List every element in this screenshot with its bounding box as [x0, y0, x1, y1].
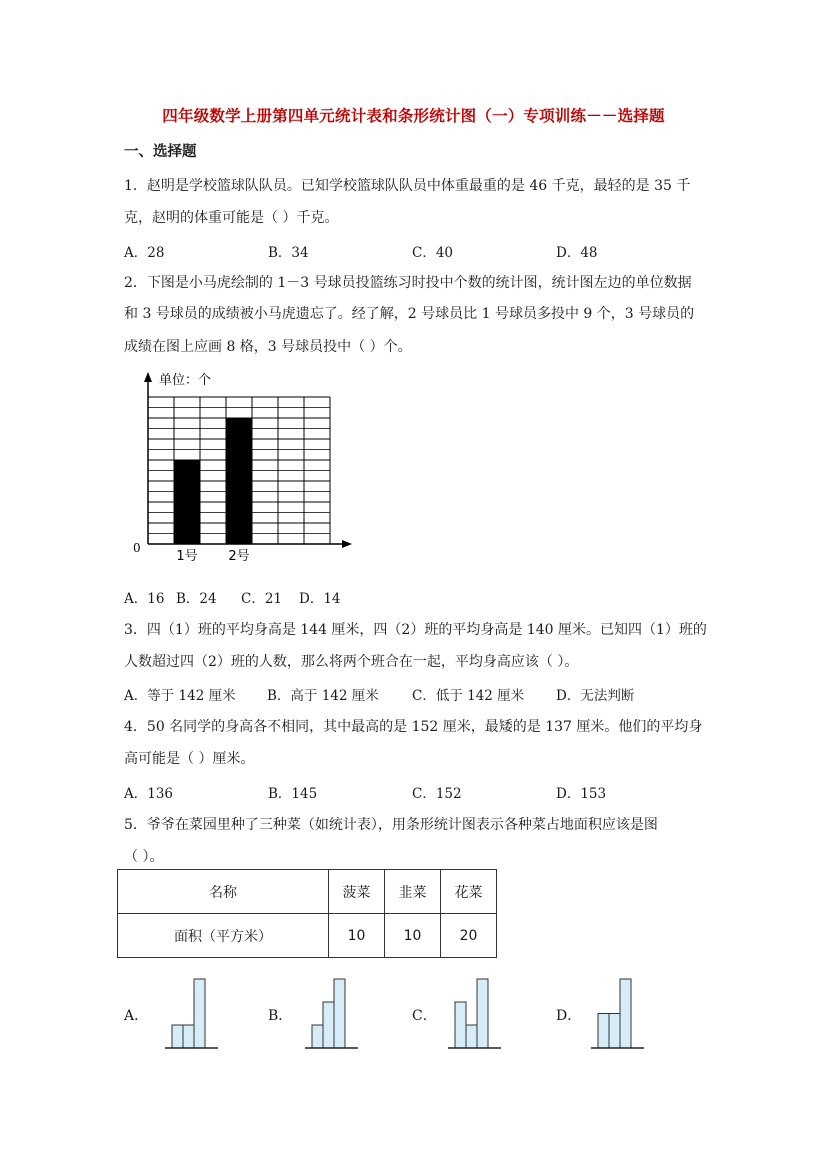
- q3-line1: 3．四（1）班的平均身高是 144 厘米，四（2）班的平均身高是 140 厘米。已知四（1）班的: [124, 622, 707, 638]
- mini-chart-bar: [455, 1002, 466, 1048]
- q5-data-table: [117, 869, 497, 958]
- page-title: 四年级数学上册第四单元统计表和条形统计图（一）专项训练－－选择题: [162, 106, 665, 125]
- mini-chart-bar: [334, 979, 345, 1048]
- q1-option-d[interactable]: D．48: [556, 245, 598, 261]
- q1-option-a[interactable]: A．28: [124, 245, 165, 261]
- q3-options: [124, 684, 724, 704]
- mini-chart-bar: [183, 1025, 194, 1048]
- mini-chart-bar: [477, 979, 488, 1048]
- q5-choice-c-chart[interactable]: [447, 975, 503, 1051]
- q3-option-d[interactable]: D．无法判断: [556, 688, 635, 704]
- q4-line1: 4．50 名同学的身高各不相同，其中最高的是 152 厘米，最矮的是 137 厘米。他们的平均身: [124, 719, 703, 735]
- q4-option-d[interactable]: D．153: [556, 786, 607, 802]
- chart-x-labels: [176, 549, 249, 564]
- q2-line2: 和 3 号球员的成绩被小马虎遗忘了。经了解，2 号球员比 1 号球员多投中 9 个，3 号球员的: [124, 306, 695, 322]
- q5-choice-b-label[interactable]: B．: [268, 1008, 293, 1024]
- q1-line2: 克，赵明的体重可能是（ ）千克。: [124, 210, 339, 226]
- q1-options: [124, 241, 724, 261]
- q4-option-a[interactable]: A．136: [124, 786, 174, 802]
- y-axis: [144, 372, 152, 544]
- q2-line1: 2．下图是小马虎绘制的 1－3 号球员投篮练习时投中个数的统计图，统计图左边的单位数据: [124, 275, 692, 291]
- q4-line2: 高可能是（ ）厘米。: [124, 751, 255, 767]
- q2-line3: 成绩在图上应画 8 格，3 号球员投中（ ）个。: [124, 339, 412, 355]
- q2-option-b[interactable]: B．24: [176, 591, 217, 607]
- q5-choice-c-label[interactable]: C．: [412, 1008, 437, 1024]
- table-header-cell: 韭菜: [385, 870, 441, 914]
- q1-line1: 1．赵明是学校篮球队队员。已知学校篮球队队员中体重最重的是 46 千克，最轻的是 35 千: [124, 178, 691, 194]
- mini-chart-bar: [194, 979, 205, 1048]
- y-axis-arrow-icon: [144, 372, 152, 382]
- mini-chart-bar: [620, 979, 631, 1048]
- mini-chart-bar: [598, 1014, 609, 1049]
- q2-bar-chart: [128, 364, 358, 566]
- mini-chart-bar: [609, 1014, 620, 1049]
- table-row: [118, 914, 497, 958]
- x-axis-arrow-icon: [342, 540, 352, 548]
- q5-choice-b-chart[interactable]: [304, 975, 360, 1051]
- q1-option-c[interactable]: C．40: [412, 245, 454, 261]
- q4-option-b[interactable]: B．145: [268, 786, 318, 802]
- table-row-label: 面积（平方米）: [118, 914, 329, 958]
- q5-choice-d-chart[interactable]: [590, 975, 646, 1051]
- q3-line2: 人数超过四（2）班的人数，那么将两个班合在一起，平均身高应该（ ）。: [124, 654, 579, 670]
- chart-x-tick-label: 1号: [176, 549, 198, 564]
- table-header-cell: 菠菜: [329, 870, 385, 914]
- q4-options: [124, 782, 724, 802]
- table-header-cell: 花菜: [441, 870, 497, 914]
- q3-option-c[interactable]: C．低于 142 厘米: [412, 688, 525, 704]
- table-cell: 20: [441, 914, 497, 958]
- table-row: [118, 870, 497, 914]
- table-cell: 10: [385, 914, 441, 958]
- mini-chart-bar: [466, 1025, 477, 1048]
- q2-option-a[interactable]: A．16: [124, 591, 165, 607]
- section-heading: 一、选择题: [124, 143, 197, 160]
- q1-option-b[interactable]: B．34: [268, 245, 309, 261]
- q4-option-c[interactable]: C．152: [412, 786, 462, 802]
- q5-line1: 5．爷爷在菜园里种了三种菜（如统计表），用条形统计图表示各种菜占地面积应该是图: [124, 817, 658, 833]
- chart-bar: [174, 460, 200, 544]
- table-cell: 10: [329, 914, 385, 958]
- q2-options: [124, 587, 524, 607]
- chart-x-tick-label: 2号: [228, 549, 250, 564]
- mini-chart-bar: [323, 1002, 334, 1048]
- chart-y-unit: 单位：个: [159, 373, 212, 388]
- q5-choice-a-label[interactable]: A．: [124, 1008, 149, 1024]
- mini-chart-bar: [312, 1025, 323, 1048]
- table-header-cell: 名称: [118, 870, 329, 914]
- chart-origin-label: 0: [133, 541, 141, 555]
- q2-option-c[interactable]: C．21: [241, 591, 283, 607]
- q3-option-a[interactable]: A．等于 142 厘米: [124, 688, 236, 704]
- chart-bar: [226, 418, 252, 544]
- q5-choice-a-chart[interactable]: [164, 975, 220, 1051]
- mini-chart-bar: [172, 1025, 183, 1048]
- q5-line2: （ ）。: [124, 849, 164, 865]
- q2-option-d[interactable]: D．14: [299, 591, 341, 607]
- q5-choice-d-label[interactable]: D．: [556, 1008, 582, 1024]
- q3-option-b[interactable]: B．高于 142 厘米: [267, 688, 379, 704]
